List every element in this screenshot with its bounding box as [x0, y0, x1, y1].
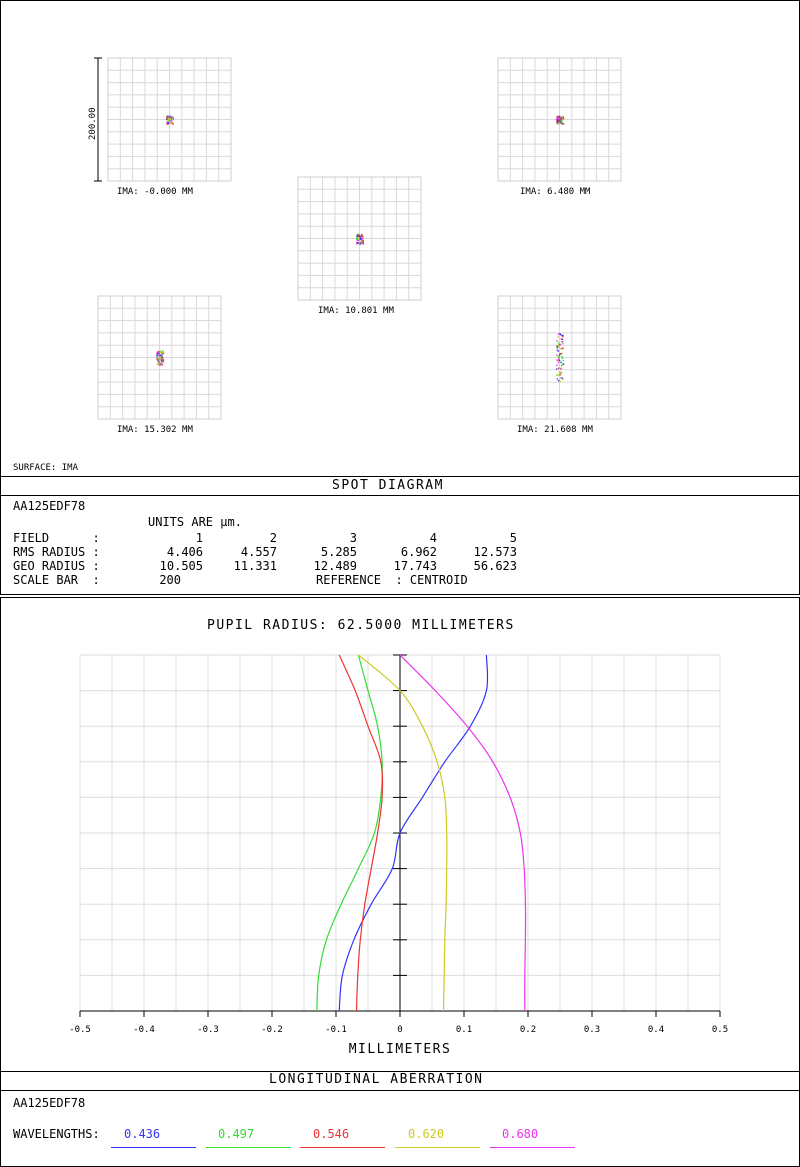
spot-ray — [561, 378, 562, 379]
spot-lens-name: AA125EDF78 — [13, 499, 86, 513]
spot-ray — [158, 355, 159, 356]
spot-ray — [158, 362, 159, 363]
spot-ray — [156, 353, 157, 354]
legend-entry: 0.497 — [218, 1127, 255, 1141]
spot-ray — [560, 368, 561, 369]
spot-ray — [560, 381, 561, 382]
spot-ray — [168, 118, 169, 119]
spot-ray — [161, 356, 162, 357]
spot-ray — [559, 344, 560, 345]
spot-ray — [558, 359, 559, 360]
divider — [0, 476, 800, 477]
spot-ray — [563, 360, 564, 361]
spot-diagram-title: SPOT DIAGRAM — [332, 478, 444, 493]
legend-entry: 0.680 — [502, 1127, 539, 1141]
spot-diagram-plots — [0, 0, 800, 470]
spot-ray — [558, 372, 559, 373]
x-axis-label: MILLIMETERS — [348, 1042, 452, 1057]
spot-ray — [558, 344, 559, 345]
scale-value: 200 — [159, 573, 181, 587]
reference-label: REFERENCE : CENTROID — [316, 573, 468, 587]
spot-ray — [158, 358, 159, 359]
spot-ray — [161, 359, 162, 360]
spot-ray — [558, 380, 559, 381]
spot-ray — [562, 339, 563, 340]
spot-ray — [159, 356, 160, 357]
spot-ray — [561, 365, 562, 366]
spot-ray — [159, 363, 160, 364]
spot-ray — [157, 351, 158, 352]
spot-ray — [558, 356, 559, 357]
spot-ray — [157, 364, 158, 365]
spot-ray — [562, 358, 563, 359]
spot-ray — [560, 121, 561, 122]
x-tick-label: 0.2 — [519, 1025, 537, 1035]
field-row-label: FIELD : — [13, 531, 100, 545]
x-tick-label: 0 — [397, 1025, 403, 1035]
spot-ray — [562, 123, 563, 124]
spot-ray — [358, 240, 359, 241]
spot-ray — [356, 243, 357, 244]
spot-ray — [559, 354, 560, 355]
spot-ray — [360, 239, 361, 240]
spot-ray — [362, 236, 363, 237]
spot-ray — [556, 374, 557, 375]
spot-ray — [557, 348, 558, 349]
spot-ray — [357, 238, 358, 239]
rms-value: 5.285 — [320, 545, 357, 559]
spot-ray — [556, 365, 557, 366]
spot-ray — [560, 117, 561, 118]
wavelengths-label: WAVELENGTHS: — [13, 1127, 100, 1141]
field-value: 5 — [509, 531, 517, 545]
field-label-1: IMA: -0.000 MM — [117, 187, 193, 197]
spot-ray — [361, 240, 362, 241]
geo-value: 10.505 — [159, 559, 203, 573]
longitudinal-lens-name: AA125EDF78 — [13, 1096, 86, 1110]
spot-ray — [561, 348, 562, 349]
legend-swatch — [300, 1147, 385, 1148]
spot-diagram-field-3 — [298, 177, 421, 300]
spot-ray — [159, 354, 160, 355]
spot-ray — [558, 342, 559, 343]
rms-value: 6.962 — [400, 545, 437, 559]
spot-ray — [561, 353, 562, 354]
geo-value: 11.331 — [233, 559, 277, 573]
spot-ray — [166, 118, 167, 119]
spot-ray — [161, 355, 162, 356]
rms-value: 4.406 — [166, 545, 203, 559]
spot-ray — [357, 237, 358, 238]
spot-ray — [361, 234, 362, 235]
field-value: 1 — [195, 531, 203, 545]
spot-ray — [559, 353, 560, 354]
spot-ray — [162, 364, 163, 365]
x-tick-label: -0.2 — [261, 1025, 283, 1035]
spot-ray — [359, 236, 360, 237]
legend-entry: 0.546 — [313, 1127, 350, 1141]
pupil-radius-title: PUPIL RADIUS: 62.5000 MILLIMETERS — [207, 618, 515, 633]
spot-ray — [557, 360, 558, 361]
spot-ray — [559, 360, 560, 361]
spot-ray — [562, 116, 563, 117]
spot-ray — [558, 350, 559, 351]
spot-ray — [558, 120, 559, 121]
legend-entry: 0.620 — [408, 1127, 445, 1141]
spot-ray — [561, 123, 562, 124]
spot-ray — [166, 122, 167, 123]
spot-ray — [163, 361, 164, 362]
field-value: 2 — [269, 531, 277, 545]
spot-ray — [560, 362, 561, 363]
spot-ray — [169, 119, 170, 120]
spot-ray — [170, 116, 171, 117]
spot-ray — [556, 345, 557, 346]
spot-ray — [560, 372, 561, 373]
spot-ray — [167, 123, 168, 124]
spot-ray — [559, 118, 560, 119]
spot-ray — [561, 338, 562, 339]
spot-ray — [167, 116, 168, 117]
legend-entry: 0.436 — [124, 1127, 161, 1141]
spot-ray — [561, 341, 562, 342]
spot-ray — [158, 353, 159, 354]
spot-ray — [560, 348, 561, 349]
x-tick-label: 0.1 — [455, 1025, 473, 1035]
spot-ray — [170, 122, 171, 123]
spot-ray — [563, 335, 564, 336]
spot-ray — [561, 118, 562, 119]
spot-diagram-field-4 — [98, 296, 221, 419]
rms-value: 4.557 — [240, 545, 277, 559]
spot-ray — [559, 116, 560, 117]
spot-ray — [169, 116, 170, 117]
spot-ray — [563, 118, 564, 119]
spot-ray — [162, 351, 163, 352]
spot-ray — [358, 237, 359, 238]
spot-ray — [156, 356, 157, 357]
spot-ray — [357, 234, 358, 235]
spot-diagram-field-5 — [498, 296, 621, 419]
surface-label: SURFACE: IMA — [13, 463, 79, 473]
spot-ray — [168, 119, 169, 120]
spot-ray — [556, 355, 557, 356]
longitudinal-title: LONGITUDINAL ABERRATION — [269, 1072, 484, 1087]
spot-ray — [557, 123, 558, 124]
spot-ray — [156, 355, 157, 356]
field-label-2: IMA: 6.480 MM — [520, 187, 591, 197]
spot-ray — [556, 368, 557, 369]
spot-ray — [156, 358, 157, 359]
spot-ray — [556, 118, 557, 119]
divider — [0, 1090, 800, 1091]
spot-ray — [557, 378, 558, 379]
spot-ray — [558, 362, 559, 363]
scale-bar — [88, 58, 102, 181]
geo-value: 56.623 — [473, 559, 517, 573]
x-tick-label: -0.5 — [69, 1025, 91, 1035]
legend-swatch — [490, 1147, 575, 1148]
spot-ray — [158, 351, 159, 352]
spot-ray — [558, 346, 559, 347]
spot-ray — [563, 364, 564, 365]
spot-ray — [559, 333, 560, 334]
spot-ray — [561, 335, 562, 336]
spot-ray — [558, 368, 559, 369]
spot-ray — [556, 340, 557, 341]
spot-ray — [557, 336, 558, 337]
spot-ray — [157, 360, 158, 361]
divider — [0, 495, 800, 496]
x-tick-label: 0.4 — [647, 1025, 665, 1035]
geo-row-label: GEO RADIUS : — [13, 559, 100, 573]
spot-ray — [159, 351, 160, 352]
field-label-5: IMA: 21.608 MM — [517, 425, 593, 435]
x-tick-label: 0.5 — [711, 1025, 729, 1035]
spot-ray — [360, 237, 361, 238]
spot-ray — [558, 333, 559, 334]
spot-ray — [168, 122, 169, 123]
spot-ray — [557, 347, 558, 348]
x-tick-label: -0.3 — [197, 1025, 219, 1035]
spot-diagram-field-2 — [498, 58, 621, 181]
longitudinal-aberration-chart — [0, 640, 800, 1060]
spot-ray — [556, 122, 557, 123]
x-tick-label: -0.4 — [133, 1025, 155, 1035]
field-label-3: IMA: 10.801 MM — [318, 306, 394, 316]
scale-bar-label: 200.00 — [88, 107, 98, 140]
legend-swatch — [395, 1147, 480, 1148]
field-value: 3 — [349, 531, 357, 545]
spot-ray — [362, 238, 363, 239]
geo-value: 17.743 — [393, 559, 437, 573]
spot-ray — [559, 374, 560, 375]
spot-ray — [361, 242, 362, 243]
x-tick-label: -0.1 — [325, 1025, 347, 1035]
spot-ray — [162, 353, 163, 354]
legend-swatch — [111, 1147, 196, 1148]
x-tick-label: 0.3 — [583, 1025, 601, 1035]
spot-ray — [557, 116, 558, 117]
spot-diagram-field-1 — [108, 58, 231, 181]
field-value: 4 — [429, 531, 437, 545]
geo-value: 12.489 — [313, 559, 357, 573]
spot-ray — [558, 374, 559, 375]
spot-ray — [173, 122, 174, 123]
spot-ray — [559, 123, 560, 124]
units-line: UNITS ARE µm. — [148, 515, 242, 529]
rms-row-label: RMS RADIUS : — [13, 545, 100, 559]
field-label-4: IMA: 15.302 MM — [117, 425, 193, 435]
spot-ray — [562, 343, 563, 344]
legend-swatch — [206, 1147, 291, 1148]
spot-ray — [561, 120, 562, 121]
spot-ray — [561, 356, 562, 357]
rms-value: 12.573 — [473, 545, 517, 559]
scale-row-label: SCALE BAR : — [13, 573, 100, 587]
